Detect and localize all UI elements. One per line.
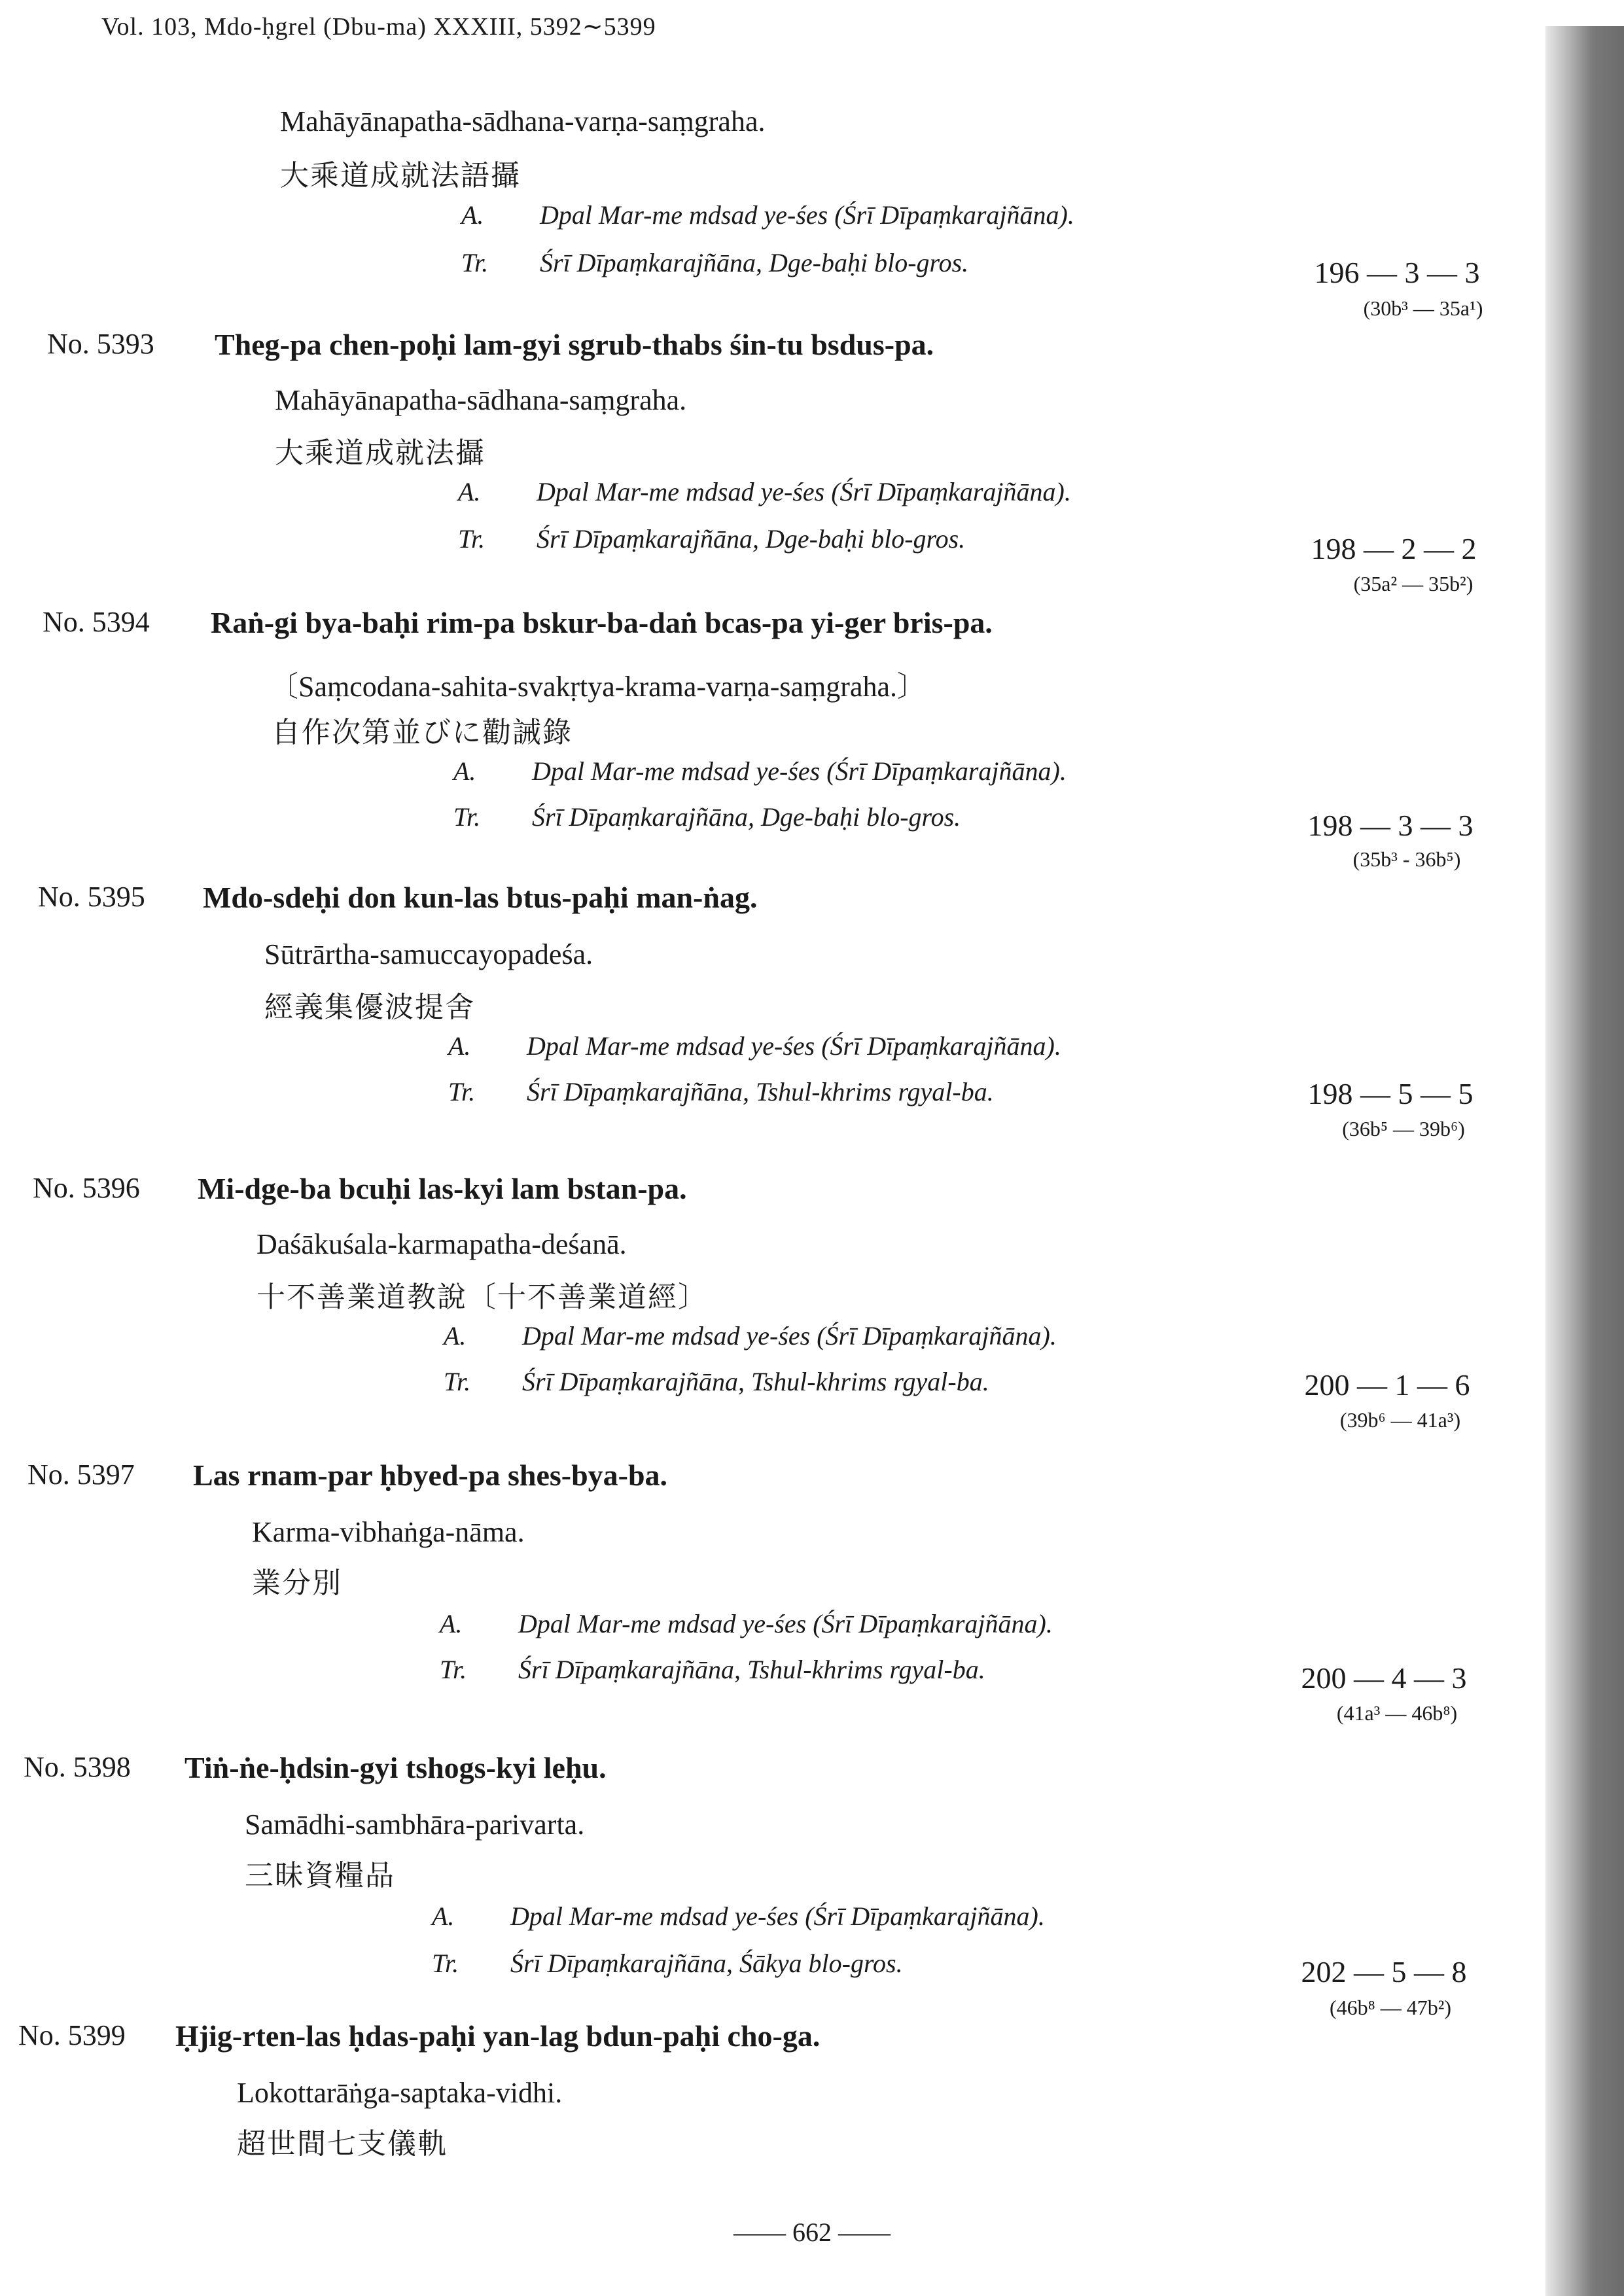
tibetan-title: Ḥjig-rten-las ḥdas-paḥi yan-lag bdun-paḥi cho-ga. [175, 2019, 821, 2053]
author-line [444, 1320, 1057, 1351]
author-label: A. [453, 756, 476, 786]
tibetan-title: Mi-dge-ba bcuḥi las-kyi lam bstan-pa. [198, 1172, 687, 1205]
reference-number: 202 — 5 — 8 [1301, 1955, 1467, 1988]
translator-label: Tr. [448, 1077, 476, 1106]
author-line [461, 200, 1074, 230]
author-label: A. [448, 1031, 471, 1061]
author-label: A. [458, 477, 481, 506]
author-name: Dpal Mar-me mdsad ye-śes (Śrī Dīpaṃkarajñāna). [540, 200, 1074, 230]
author-label: A. [461, 200, 484, 230]
author-name: Dpal Mar-me mdsad ye-śes (Śrī Dīpaṃkarajñāna). [522, 1321, 1057, 1351]
reference-number: 198 — 2 — 2 [1311, 532, 1477, 565]
translator-line [448, 1076, 994, 1107]
tibetan-title: Theg-pa chen-poḥi lam-gyi sgrub-thabs śin-tu bsdus-pa. [215, 328, 934, 361]
translator-name: Śrī Dīpaṃkarajñāna, Dge-baḥi blo-gros. [537, 524, 966, 554]
sanskrit-title: Sūtrārtha-samuccayopadeśa. [264, 938, 593, 970]
chinese-title: 大乘道成就法語攝 [280, 159, 521, 192]
running-header: Vol. 103, Mdo-ḥgrel (Dbu-ma) XXXIII, 5392∼5399 [101, 13, 656, 41]
author-name: Dpal Mar-me mdsad ye-śes (Śrī Dīpaṃkarajñāna). [527, 1031, 1061, 1061]
reference-folio: (46b⁸ — 47b²) [1329, 1996, 1452, 2019]
sanskrit-title: Samādhi-sambhāra-parivarta. [245, 1809, 585, 1841]
entry-number: No. 5397 [27, 1458, 135, 1491]
translator-line [461, 247, 968, 278]
sanskrit-title: Mahāyānapatha-sādhana-saṃgraha. [275, 384, 687, 416]
author-label: A. [440, 1609, 463, 1638]
reference-folio: (36b⁵ — 39b⁶) [1342, 1117, 1465, 1140]
reference-number: 196 — 3 — 3 [1314, 256, 1480, 289]
tibetan-title: Tiṅ-ṅe-ḥdsin-gyi tshogs-kyi leḥu. [185, 1751, 607, 1784]
tibetan-title: Mdo-sdeḥi don kun-las btus-paḥi man-ṅag. [203, 881, 758, 914]
reference-folio: (35b³ - 36b⁵) [1352, 847, 1461, 871]
sanskrit-title: 〔Saṃcodana-sahita-svakṛtya-krama-varṇa-saṃgraha.〕 [270, 671, 926, 703]
author-name: Dpal Mar-me mdsad ye-śes (Śrī Dīpaṃkarajñāna). [532, 756, 1067, 786]
entry-number: No. 5399 [18, 2019, 126, 2051]
translator-label: Tr. [432, 1949, 459, 1978]
author-line [440, 1608, 1053, 1639]
chinese-title: 十不善業道教說〔十不善業道經〕 [256, 1280, 708, 1314]
translator-line [453, 802, 961, 832]
translator-label: Tr. [440, 1655, 467, 1684]
translator-label: Tr. [458, 524, 485, 554]
sanskrit-title: Mahāyānapatha-sādhana-varṇa-saṃgraha. [280, 105, 766, 137]
author-line [458, 476, 1071, 507]
chinese-title: 經義集優波提舍 [264, 991, 475, 1024]
scanned-page-edge [1545, 26, 1624, 2296]
entry-number: No. 5394 [43, 606, 150, 638]
entry-number: No. 5393 [47, 328, 154, 360]
translator-label: Tr. [461, 248, 489, 277]
entry-number: No. 5398 [24, 1751, 131, 1783]
entry-number: No. 5396 [33, 1172, 140, 1204]
translator-name: Śrī Dīpaṃkarajñāna, Dge-baḥi blo-gros. [532, 802, 961, 832]
chinese-title: 超世間七支儀軌 [237, 2127, 448, 2161]
translator-line [458, 523, 965, 554]
chinese-title: 大乘道成就法攝 [275, 436, 485, 470]
translator-line [432, 1948, 903, 1979]
author-line [432, 1901, 1045, 1932]
reference-number: 198 — 3 — 3 [1307, 809, 1474, 842]
translator-name: Śrī Dīpaṃkarajñāna, Dge-baḥi blo-gros. [540, 248, 969, 277]
tibetan-title: Las rnam-par ḥbyed-pa shes-bya-ba. [193, 1458, 668, 1492]
translator-name: Śrī Dīpaṃkarajñāna, Tshul-khrims rgyal-ba. [522, 1367, 989, 1396]
author-name: Dpal Mar-me mdsad ye-śes (Śrī Dīpaṃkarajñāna). [537, 477, 1071, 506]
translator-name: Śrī Dīpaṃkarajñāna, Tshul-khrims rgyal-ba. [527, 1077, 994, 1106]
reference-folio: (41a³ — 46b⁸) [1336, 1701, 1458, 1725]
author-line [448, 1031, 1061, 1061]
translator-label: Tr. [444, 1367, 471, 1396]
author-line [453, 756, 1067, 786]
reference-number: 200 — 4 — 3 [1301, 1661, 1467, 1695]
chinese-title: 自作次第並びに勸誡錄 [272, 716, 573, 749]
author-label: A. [444, 1321, 467, 1351]
entry-number: No. 5395 [38, 881, 145, 913]
author-name: Dpal Mar-me mdsad ye-śes (Śrī Dīpaṃkarajñāna). [518, 1609, 1053, 1638]
translator-label: Tr. [453, 802, 481, 832]
author-name: Dpal Mar-me mdsad ye-śes (Śrī Dīpaṃkarajñāna). [510, 1901, 1045, 1931]
translator-name: Śrī Dīpaṃkarajñāna, Tshul-khrims rgyal-ba. [518, 1655, 985, 1684]
sanskrit-title: Lokottarāṅga-saptaka-vidhi. [237, 2077, 563, 2109]
translator-line [440, 1654, 985, 1685]
reference-folio: (35a² — 35b²) [1353, 572, 1474, 595]
reference-number: 200 — 1 — 6 [1304, 1368, 1470, 1402]
author-label: A. [432, 1901, 455, 1931]
sanskrit-title: Karma-vibhaṅga-nāma. [252, 1516, 525, 1548]
reference-number: 198 — 5 — 5 [1307, 1077, 1474, 1110]
reference-folio: (30b³ — 35a¹) [1363, 296, 1483, 320]
chinese-title: 業分別 [252, 1566, 342, 1600]
page-number: —— 662 —— [733, 2217, 891, 2247]
sanskrit-title: Daśākuśala-karmapatha-deśanā. [256, 1228, 627, 1260]
translator-line [444, 1366, 989, 1397]
translator-name: Śrī Dīpaṃkarajñāna, Śākya blo-gros. [510, 1949, 903, 1978]
tibetan-title: Raṅ-gi bya-baḥi rim-pa bskur-ba-daṅ bcas-pa yi-ger bris-pa. [211, 606, 993, 639]
reference-folio: (39b⁶ — 41a³) [1339, 1408, 1461, 1432]
chinese-title: 三昧資糧品 [245, 1859, 395, 1892]
